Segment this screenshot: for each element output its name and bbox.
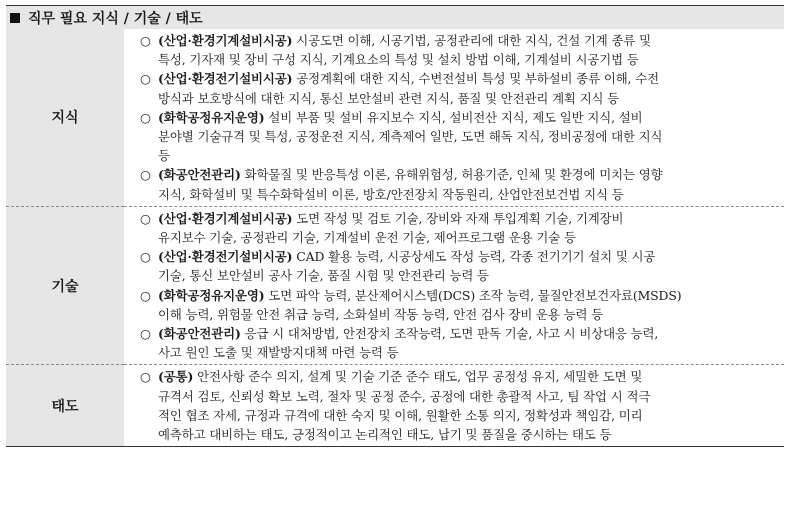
item-text: 공정계획에 대한 지식, 수변전설비 특성 및 부하설비 종류 이해, 수전 <box>296 71 659 87</box>
item-heading: (산업·환경전기설비시공) <box>158 71 293 87</box>
list-item <box>134 247 780 285</box>
competency-table <box>6 29 784 447</box>
item-text: 분야별 기술규격 및 특성, 공정운전 지식, 계측제어 일반, 도면 해독 지식, 정비공정에 대한 지식 <box>158 129 663 145</box>
circle-bullet-icon: ○ <box>140 210 151 226</box>
item-line <box>158 69 780 88</box>
item-text: 시공도면 이해, 시공기법, 공정관리에 대한 지식, 건설 기계 종류 및 <box>296 33 651 48</box>
item-heading: (화공안전관리) <box>158 167 241 183</box>
item-text: 안전사항 준수 의지, 설계 및 기술 기준 준수 태도, 업무 공정성 유지, 세밀한 도면 및 <box>197 369 643 385</box>
item-heading: (산업·환경전기설비시공) <box>158 249 293 265</box>
item-line <box>158 266 780 285</box>
item-line <box>158 127 780 146</box>
item-line <box>158 185 780 204</box>
competency-row <box>6 365 784 447</box>
category-cell: 태도 <box>6 365 124 447</box>
item-text: 기술, 통신 보안설비 공사 기술, 품질 시험 및 안전관리 능력 등 <box>158 268 489 284</box>
item-text: CAD 활용 능력, 시공상세도 작성 능력, 각종 전기기기 설치 및 시공 <box>296 249 656 265</box>
item-text: 특성, 기자재 및 장비 구성 지식, 기계요소의 특성 및 설치 방법 이해, 기계설비 시공기법 등 <box>158 52 639 68</box>
item-line <box>158 425 780 444</box>
item-line <box>158 406 780 425</box>
item-line <box>158 165 780 184</box>
circle-bullet-icon: ○ <box>140 33 151 48</box>
category-cell: 지식 <box>6 29 124 206</box>
item-line <box>158 89 780 108</box>
black-square-icon <box>10 13 20 23</box>
item-text: 적인 협조 자세, 규정과 규격에 대한 숙지 및 이해, 원활한 소통 의지, 정확성과 책임감, 미리 <box>158 407 643 423</box>
item-line <box>158 228 780 247</box>
item-text: 등 <box>158 148 170 164</box>
circle-bullet-icon: ○ <box>140 287 151 303</box>
item-line <box>158 146 780 165</box>
circle-bullet-icon: ○ <box>140 109 151 125</box>
item-text: 유지보수 기술, 공정관리 기술, 기계설비 운전 기술, 제어프로그램 운용 기술 등 <box>158 230 576 246</box>
circle-bullet-icon: ○ <box>140 326 151 342</box>
item-line <box>158 286 780 305</box>
item-text: 방식과 보호방식에 대한 지식, 통신 보안설비 관련 지식, 품질 및 안전관리 계획 지식 등 <box>158 90 620 106</box>
list-item <box>134 324 780 362</box>
item-line <box>158 324 780 343</box>
item-line <box>158 343 780 362</box>
competency-row <box>6 29 784 206</box>
circle-bullet-icon: ○ <box>140 167 151 183</box>
item-line <box>158 108 780 127</box>
circle-bullet-icon: ○ <box>140 249 151 265</box>
section-title: 직무 필요 지식 / 기술 / 태도 <box>28 10 203 27</box>
item-line <box>158 31 780 50</box>
item-text: 예측하고 대비하는 태도, 긍정적이고 논리적인 태도, 납기 및 품질을 중시하는 태도 등 <box>158 427 612 443</box>
list-item <box>134 31 780 69</box>
list-item <box>134 69 780 107</box>
item-line <box>158 209 780 228</box>
item-line <box>158 247 780 266</box>
list-item <box>134 165 780 203</box>
section-title-bar <box>6 5 784 29</box>
item-text: 설비 부품 및 설비 유지보수 지식, 설비전산 지식, 제도 일반 지식, 설비 <box>268 109 643 125</box>
list-item <box>134 209 780 247</box>
competency-row <box>6 206 784 365</box>
item-line <box>158 367 780 386</box>
item-text: 규격서 검토, 신뢰성 확보 노력, 절차 및 공정 준수, 공정에 대한 총괄적 사고, 팀 작업 시 적극 <box>158 388 651 404</box>
item-text: 화학물질 및 반응특성 이론, 유해위험성, 허용기준, 인체 및 환경에 미치는 영향 <box>244 167 663 183</box>
item-text: 도면 파악 능력, 분산제어시스템(DCS) 조작 능력, 물질안전보건자료(MSDS) <box>268 287 682 303</box>
item-line <box>158 387 780 406</box>
item-text: 지식, 화학설비 및 특수화학설비 이론, 방호/안전장치 작동원리, 산업안전보건법 지식 등 <box>158 186 624 202</box>
item-text: 사고 원인 도출 및 재발방지대책 마련 능력 등 <box>158 345 399 361</box>
item-heading: (화학공정유지운영) <box>158 287 265 303</box>
list-item <box>134 108 780 166</box>
item-heading: (공통) <box>158 369 194 385</box>
list-item <box>134 367 780 444</box>
circle-bullet-icon: ○ <box>140 369 151 385</box>
item-text: 이해 능력, 위험물 안전 취급 능력, 소화설비 작동 능력, 안전 검사 장비 운용 능력 등 <box>158 306 604 322</box>
item-line <box>158 305 780 324</box>
item-line <box>158 50 780 69</box>
category-cell: 기술 <box>6 206 124 365</box>
description-cell <box>124 29 784 206</box>
item-heading: (산업·환경기계설비시공) <box>158 33 293 48</box>
circle-bullet-icon: ○ <box>140 71 151 87</box>
description-cell <box>124 206 784 365</box>
item-heading: (산업·환경기계설비시공) <box>158 210 293 226</box>
description-cell <box>124 365 784 447</box>
item-heading: (화공안전관리) <box>158 326 241 342</box>
list-item <box>134 286 780 324</box>
item-text: 도면 작성 및 검토 기술, 장비와 자재 투입계획 기술, 기계장비 <box>296 210 624 226</box>
item-text: 응급 시 대처방법, 안전장치 조작능력, 도면 판독 기술, 사고 시 비상대응 능력, <box>244 326 659 342</box>
item-heading: (화학공정유지운영) <box>158 109 265 125</box>
